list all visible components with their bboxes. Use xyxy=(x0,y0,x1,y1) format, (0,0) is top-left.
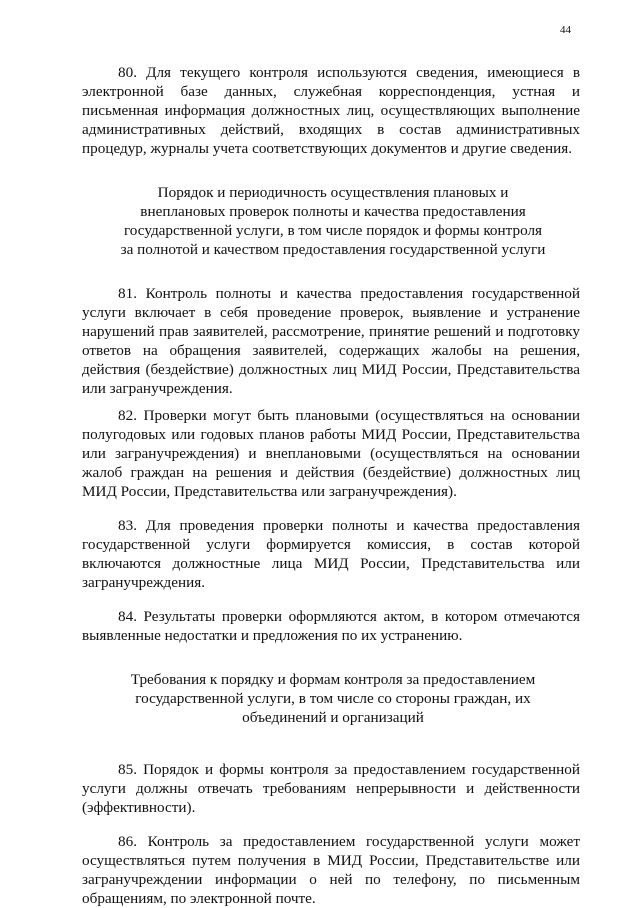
section-heading-control-requirements: Требования к порядку и формам контроля за предоставлением государственной услуги, в том числе со стороны граждан, их объединений и организаций xyxy=(130,671,536,726)
paragraph-80: 80. Для текущего контроля используются сведения, имеющиеся в электронной базе данных, служебная корреспонденция, устная и письменная информация должностных лиц, осуществляющих выполнение административных действий, входящих в состав административных процедур, журналы учета соответствующих документов и другие сведения. xyxy=(82,64,580,157)
section-heading-inspections: Порядок и периодичность осуществления плановых и внеплановых проверок полноты и качества предоставления государственной услуги, в том числе порядок и формы контроля за полнотой и качеством предоставления государственной услуги xyxy=(120,184,546,258)
paragraph-81: 81. Контроль полноты и качества предоставления государственной услуги включает в себя проведение проверок, выявление и устранение нарушений прав заявителей, рассмотрение, принятие решений и подготовку ответов на обращения заявителей, содержащих жалобы на решения, действия (бездействие) должностных лиц МИД России, Представительства или загранучреждения. xyxy=(82,285,580,397)
paragraph-85: 85. Порядок и формы контроля за предоставлением государственной услуги должны отвечать требованиям непрерывности и действенности (эффективности). xyxy=(82,761,580,816)
page-number: 44 xyxy=(560,24,571,36)
paragraph-86: 86. Контроль за предоставлением государственной услуги может осуществляться путем получения в МИД России, Представительстве или загранучреждении информации о ней по телефону, по письменным обращениям, по электронной почте. xyxy=(82,833,580,907)
paragraph-82: 82. Проверки могут быть плановыми (осуществляться на основании полугодовых или годовых планов работы МИД России, Представительства или загранучреждения) и внеплановыми (осуществляться на основании жалоб граждан на решения и действия (бездействие) должностных лиц МИД России, Представительства или загранучреждения). xyxy=(82,407,580,500)
document-body xyxy=(82,63,580,908)
paragraph-84: 84. Результаты проверки оформляются актом, в котором отмечаются выявленные недостатки и предложения по их устранению. xyxy=(82,608,580,644)
paragraph-83: 83. Для проведения проверки полноты и качества предоставления государственной услуги формируется комиссия, в состав которой включаются должностные лица МИД России, Представительства или загранучреждения. xyxy=(82,517,580,591)
